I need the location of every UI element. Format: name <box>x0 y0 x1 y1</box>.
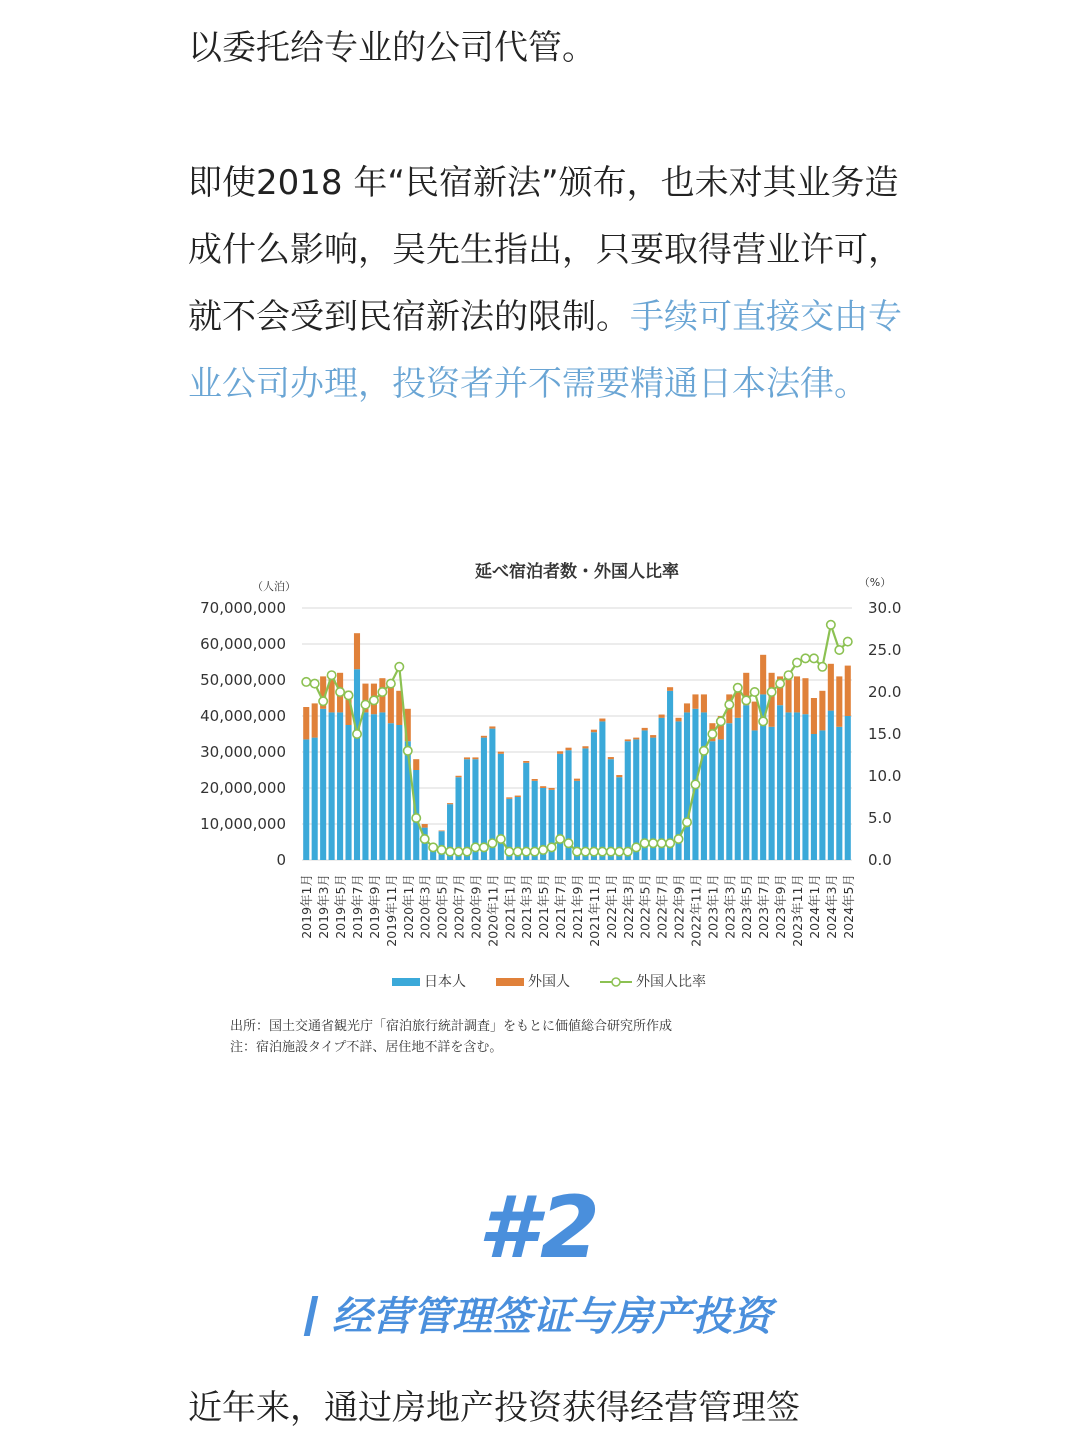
ratio-point <box>632 843 640 851</box>
bar-japanese <box>582 748 588 860</box>
y-tick-label: 70,000,000 <box>200 599 286 617</box>
paragraph-2-text: 即使2018 年“民宿新法”颁布，也未对其业务造成什么影响，吴先生指出，只要取得营业许可，就不会受到民宿新法的限制。 <box>188 163 902 337</box>
bar-japanese <box>591 732 597 860</box>
x-tick-label: 2024年1月 <box>806 874 822 939</box>
bar-foreign <box>675 718 681 722</box>
bar-foreign <box>549 788 555 790</box>
bar-foreign <box>354 633 360 669</box>
ratio-point <box>437 846 445 854</box>
y-tick-label: 40,000,000 <box>200 707 286 725</box>
x-tick-label: 2020年5月 <box>434 874 450 939</box>
bar-japanese <box>523 763 529 860</box>
bar-foreign <box>464 757 470 759</box>
bar-japanese <box>684 712 690 860</box>
y2-tick-label: 20.0 <box>868 683 902 701</box>
x-tick-label: 2020年11月 <box>485 874 501 947</box>
bar-foreign <box>481 736 487 738</box>
ratio-point <box>717 717 725 725</box>
x-tick-label: 2019年5月 <box>333 874 349 939</box>
bar-foreign <box>413 759 419 770</box>
bar-japanese <box>794 712 800 860</box>
paragraph-3-text: 近年来，通过房地产投资获得经营管理签 <box>188 1388 800 1428</box>
bar-japanese <box>769 727 775 860</box>
ratio-point <box>624 847 632 855</box>
bar-foreign <box>557 751 563 754</box>
bar-japanese <box>608 759 614 860</box>
bar-japanese <box>625 741 631 860</box>
bar-japanese <box>819 730 825 860</box>
x-tick-label: 2019年3月 <box>316 874 332 939</box>
ratio-point <box>395 663 403 671</box>
bar-japanese <box>633 739 639 860</box>
bar-foreign <box>303 707 309 739</box>
bar-japanese <box>667 691 673 860</box>
x-tick-label: 2019年7月 <box>350 874 365 939</box>
x-tick-label: 2023年9月 <box>773 874 789 939</box>
bar-japanese <box>802 714 808 860</box>
chart-note: 注：宿泊施設タイプ不詳、居住地不詳を含む。 <box>230 1040 503 1055</box>
ratio-point <box>649 839 657 847</box>
bar-foreign <box>523 761 529 763</box>
bar-foreign <box>845 666 851 716</box>
y-left-unit: （人泊） <box>252 580 296 593</box>
bar-foreign <box>650 735 656 738</box>
legend-label-foreign: 外国人 <box>528 974 570 990</box>
x-tick-label: 2023年5月 <box>739 874 755 939</box>
x-tick-label: 2019年11月 <box>383 874 399 947</box>
y-right-unit: （%） <box>858 576 892 589</box>
bar-foreign <box>828 664 834 711</box>
paragraph-2 <box>188 150 918 418</box>
ratio-point <box>657 839 665 847</box>
section-title: 经营管理签证与房产投资 <box>332 1294 772 1340</box>
x-tick-label: 2022年1月 <box>603 874 619 939</box>
ratio-point <box>759 717 767 725</box>
ratio-point <box>530 847 538 855</box>
ratio-point <box>784 671 792 679</box>
bar-japanese <box>845 716 851 860</box>
ratio-point <box>547 843 555 851</box>
ratio-point <box>336 688 344 696</box>
ratio-point <box>581 847 589 855</box>
bar-foreign <box>532 779 538 781</box>
bar-foreign <box>582 746 588 748</box>
ratio-point <box>497 835 505 843</box>
section-number: #2 <box>478 1178 602 1278</box>
y2-tick-label: 25.0 <box>868 641 902 659</box>
bar-japanese <box>464 759 470 860</box>
ratio-point <box>750 688 758 696</box>
ratio-point <box>302 678 310 686</box>
bar-foreign <box>836 676 842 726</box>
bar-foreign <box>599 719 605 722</box>
ratio-point <box>310 679 318 687</box>
x-tick-label: 2019年9月 <box>366 874 382 939</box>
ratio-point <box>590 847 598 855</box>
x-tick-label: 2019年1月 <box>299 874 315 939</box>
ratio-point <box>666 839 674 847</box>
bar-japanese <box>481 738 487 860</box>
ratio-point <box>674 835 682 843</box>
bar-foreign <box>752 702 758 731</box>
bar-foreign <box>642 728 648 731</box>
ratio-point <box>776 679 784 687</box>
ratio-point <box>387 679 395 687</box>
bar-foreign <box>506 797 512 798</box>
ratio-point <box>700 747 708 755</box>
bar-japanese <box>811 734 817 860</box>
bar-foreign <box>489 726 495 728</box>
ratio-point <box>818 663 826 671</box>
bar-foreign <box>633 738 639 740</box>
ratio-point <box>514 847 522 855</box>
ratio-point <box>370 696 378 704</box>
ratio-point <box>827 621 835 629</box>
x-tick-label: 2022年11月 <box>688 874 704 947</box>
bar-foreign <box>811 698 817 734</box>
x-tick-label: 2023年11月 <box>790 874 805 947</box>
ratio-point <box>801 654 809 662</box>
x-tick-label: 2023年1月 <box>705 874 721 939</box>
bar-foreign <box>659 715 665 718</box>
bar-japanese <box>752 730 758 860</box>
ratio-point <box>607 847 615 855</box>
x-tick-label: 2021年3月 <box>519 874 535 939</box>
ratio-point <box>463 847 471 855</box>
ratio-point <box>378 688 386 696</box>
bar-japanese <box>388 723 394 860</box>
bar-foreign <box>794 676 800 712</box>
x-tick-label: 2024年3月 <box>823 874 839 939</box>
bar-foreign <box>616 775 622 777</box>
legend-label-ratio: 外国人比率 <box>636 974 706 990</box>
x-tick-label: 2021年9月 <box>570 874 585 939</box>
ratio-point <box>327 671 335 679</box>
x-tick-label: 2020年3月 <box>417 874 433 939</box>
bar-foreign <box>540 786 546 788</box>
x-tick-label: 2022年5月 <box>637 874 653 939</box>
paragraph-1 <box>188 22 918 74</box>
bar-japanese <box>828 711 834 860</box>
ratio-point <box>404 747 412 755</box>
ratio-point <box>522 847 530 855</box>
bar-japanese <box>354 669 360 860</box>
x-tick-label: 2022年7月 <box>654 874 670 939</box>
ratio-point <box>708 730 716 738</box>
ratio-point <box>505 847 513 855</box>
bar-foreign <box>439 830 445 831</box>
y2-tick-label: 30.0 <box>868 599 902 617</box>
bar-foreign <box>312 703 318 737</box>
bar-japanese <box>337 712 343 860</box>
ratio-point <box>361 700 369 708</box>
bar-foreign <box>608 757 614 759</box>
ratio-point <box>725 700 733 708</box>
bar-foreign <box>802 678 808 714</box>
bar-japanese <box>320 709 326 860</box>
ratio-point <box>810 654 818 662</box>
ratio-point <box>353 730 361 738</box>
x-tick-label: 2021年11月 <box>586 874 602 947</box>
ratio-point <box>480 843 488 851</box>
ratio-point <box>598 847 606 855</box>
x-tick-label: 2024年5月 <box>840 874 856 939</box>
section-heading <box>0 1285 1080 1342</box>
bar-foreign <box>455 776 461 777</box>
ratio-point <box>454 847 462 855</box>
ratio-point <box>429 843 437 851</box>
bar-japanese <box>735 718 741 860</box>
legend-marker-ratio <box>612 978 620 986</box>
paragraph-1-text: 以委托给专业的公司代管。 <box>188 28 596 68</box>
legend-label-japanese: 日本人 <box>424 974 466 990</box>
y-tick-label: 20,000,000 <box>200 779 286 797</box>
chart-title: 延べ宿泊者数・外国人比率 <box>475 562 679 582</box>
ratio-point <box>844 637 852 645</box>
stay-chart <box>180 548 920 1068</box>
ratio-point <box>615 847 623 855</box>
ratio-point <box>488 839 496 847</box>
bar-foreign <box>760 655 766 695</box>
bar-foreign <box>785 676 791 712</box>
ratio-point <box>412 814 420 822</box>
bar-foreign <box>574 779 580 781</box>
x-tick-label: 2023年3月 <box>722 874 738 939</box>
bar-japanese <box>599 721 605 860</box>
bar-japanese <box>379 712 385 860</box>
ratio-point <box>420 835 428 843</box>
paragraph-2-highlight: 手续可直接交由专业公司办理，投资者并不需要精通日本法律。 <box>188 297 902 404</box>
y-tick-label: 10,000,000 <box>200 815 286 833</box>
x-tick-label: 2022年9月 <box>671 874 687 939</box>
bar-japanese <box>743 705 749 860</box>
bar-japanese <box>557 754 563 860</box>
x-tick-label: 2022年3月 <box>620 874 636 939</box>
bar-japanese <box>345 725 351 860</box>
bar-japanese <box>396 725 402 860</box>
ratio-point <box>539 846 547 854</box>
x-tick-label: 2020年7月 <box>451 874 467 939</box>
x-tick-label: 2020年1月 <box>400 874 416 939</box>
ratio-point <box>319 697 327 705</box>
bar-foreign <box>472 757 478 759</box>
ratio-point <box>640 839 648 847</box>
ratio-point <box>742 696 750 704</box>
bar-foreign <box>515 796 521 797</box>
paragraph-3 <box>188 1382 918 1434</box>
y-tick-label: 0 <box>276 851 286 869</box>
bar-japanese <box>777 705 783 860</box>
bar-foreign <box>819 691 825 731</box>
ratio-point <box>564 839 572 847</box>
ratio-point <box>471 843 479 851</box>
ratio-point <box>835 646 843 654</box>
bar-japanese <box>718 739 724 860</box>
ratio-point <box>573 847 581 855</box>
x-tick-label: 2020年9月 <box>468 874 484 939</box>
bar-japanese <box>726 723 732 860</box>
ratio-point <box>556 835 564 843</box>
legend-swatch-foreign <box>496 978 524 986</box>
source-note: 出所：国土交通省観光庁「宿泊旅行統計調査」をもとに価値総合研究所作成 <box>230 1019 673 1034</box>
bar-japanese <box>709 741 715 860</box>
bar-japanese <box>362 712 368 860</box>
bar-foreign <box>447 803 453 804</box>
bar-foreign <box>591 730 597 733</box>
bar-foreign <box>565 748 571 751</box>
x-tick-label: 2023年7月 <box>756 874 772 939</box>
y-tick-label: 60,000,000 <box>200 635 286 653</box>
y2-tick-label: 15.0 <box>868 725 902 743</box>
bar-foreign <box>692 694 698 708</box>
ratio-point <box>683 818 691 826</box>
bar-foreign <box>625 739 631 741</box>
y2-tick-label: 5.0 <box>868 809 892 827</box>
x-tick-label: 2021年1月 <box>502 874 518 939</box>
x-tick-label: 2021年5月 <box>536 874 552 939</box>
ratio-point <box>793 658 801 666</box>
bar-japanese <box>701 712 707 860</box>
ratio-point <box>734 684 742 692</box>
y2-tick-label: 10.0 <box>868 767 902 785</box>
bar-foreign <box>701 694 707 712</box>
section-bar <box>304 1296 319 1336</box>
bar-foreign <box>684 703 690 712</box>
legend-swatch-japanese <box>392 978 420 986</box>
chart-figure <box>180 548 920 1068</box>
y-tick-label: 30,000,000 <box>200 743 286 761</box>
ratio-point <box>767 688 775 696</box>
x-tick-label: 2021年7月 <box>553 874 569 939</box>
bar-foreign <box>498 752 504 754</box>
bar-japanese <box>785 712 791 860</box>
ratio-point <box>691 780 699 788</box>
bar-japanese <box>836 727 842 860</box>
bar-japanese <box>312 738 318 860</box>
bar-japanese <box>371 714 377 860</box>
bar-foreign <box>422 824 428 828</box>
bar-japanese <box>329 712 335 860</box>
y-tick-label: 50,000,000 <box>200 671 286 689</box>
ratio-point <box>344 691 352 699</box>
bar-japanese <box>303 739 309 860</box>
y2-tick-label: 0.0 <box>868 851 892 869</box>
bar-foreign <box>667 687 673 691</box>
ratio-point <box>446 847 454 855</box>
bar-foreign <box>388 687 394 723</box>
